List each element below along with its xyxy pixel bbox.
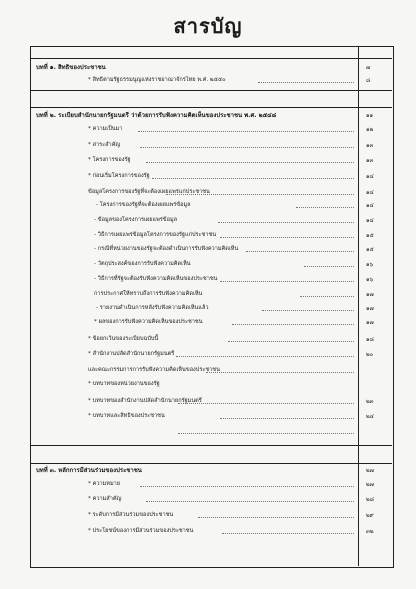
- separator: [30, 463, 392, 464]
- toc-subentry: - วัตถุประสงค์ของการรับฟังความคิดเห็น: [94, 261, 191, 267]
- dot-leader: [232, 324, 354, 325]
- dot-leader: [178, 403, 354, 404]
- chapter-2-heading: บทที่ ๒. ระเบียบสำนักนายกรัฐมนตรี ว่าด้วยการรับฟังความคิดเห็นของประชาชน พ.ศ. ๒๕๔๘: [36, 112, 277, 119]
- toc-entry: * สำนักงานปลัดสำนักนายกรัฐมนตรี: [88, 351, 175, 357]
- toc-entry: * ความหมาย: [88, 481, 121, 487]
- dot-leader: [304, 266, 354, 267]
- toc-entry-page: ๑๖: [366, 262, 374, 268]
- toc-entry-page: ๑๔: [366, 190, 374, 196]
- toc-entry: ข้อมูลโครงการของรัฐที่จะต้องเผยแพร่แก่ประชาชน: [88, 189, 210, 195]
- page-title: สารบัญ: [173, 14, 243, 38]
- toc-subentry: - ข้อมูลของโครงการเผยแพร่ข้อมูล: [94, 217, 178, 223]
- toc-entry-page: ๑๕: [366, 247, 374, 253]
- toc-entry-page: ๒๙: [366, 513, 374, 519]
- toc-entry-page: ๑๔: [366, 203, 374, 209]
- toc-entry-page: ๑๗: [366, 306, 374, 312]
- chapter-1-heading: บทที่ ๑. สิทธิของประชาชน: [36, 64, 106, 71]
- toc-entry: * ความสำคัญ: [88, 496, 122, 502]
- toc-frame: [30, 46, 394, 568]
- separator: [30, 58, 392, 59]
- toc-entry: * สิทธิตามรัฐธรรมนูญแห่งราชอาณาจักรไทย พ.ศ. ๒๕๕๐: [88, 77, 226, 83]
- dot-leader: [222, 533, 354, 534]
- chapter-1-page: ๗: [366, 65, 371, 71]
- separator: [30, 445, 392, 446]
- toc-entry: * ข้อยกเว้นของระเบียบฉบับนี้: [88, 336, 159, 342]
- dot-leader: [206, 372, 354, 373]
- toc-entry: * ประโยชน์ของการมีส่วนร่วมของประชาชน: [88, 528, 194, 534]
- toc-subentry: - โครงการของรัฐที่จะต้องเผยแพร่ข้อมูล: [96, 202, 191, 208]
- toc-entry: * ความเป็นมา: [88, 126, 123, 132]
- toc-entry: * สาระสำคัญ: [88, 142, 121, 148]
- dot-leader: [220, 418, 354, 419]
- toc-entry-page: ๑๖: [366, 277, 374, 283]
- toc-subentry: การประกาศให้ทราบถึงการรับฟังความคิดเห็น: [94, 291, 203, 297]
- dot-leader: [218, 222, 354, 223]
- toc-subentry: - วิธีการเผยแพร่ข้อมูลโครงการของรัฐแก่ประชาชน: [94, 232, 217, 238]
- toc-subentry: * ผลของการรับฟังความคิดเห็นของประชาชน: [94, 319, 203, 325]
- dot-leader: [146, 162, 354, 163]
- toc-entry: * บทบาทของสำนักงานปลัดสำนักนายกรัฐมนตรี: [88, 398, 202, 404]
- dot-leader: [176, 356, 354, 357]
- dot-leader: [246, 251, 354, 252]
- toc-entry-page: ๓๒: [366, 529, 374, 535]
- toc-subentry: - รายงานดำเนินการหลังรับฟังความคิดเห็นแล้ว: [96, 305, 209, 311]
- chapter-2-page: ๑๑: [366, 113, 374, 119]
- dot-leader: [152, 178, 354, 179]
- dot-leader: [140, 486, 354, 487]
- toc-subentry: * บทบาทของหน่วยงานของรัฐ: [88, 381, 160, 387]
- toc-subentry: - วิธีการที่รัฐจะต้องรับฟังความคิดเห็นของประชาชน: [94, 276, 218, 282]
- dot-leader: [300, 296, 354, 297]
- toc-entry-page: ๘: [366, 78, 371, 84]
- toc-entry-page: ๑๓: [366, 143, 374, 149]
- chapter-3-page: ๒๗: [366, 468, 374, 474]
- toc-entry-page: ๑๓: [366, 158, 374, 164]
- separator: [30, 90, 392, 91]
- dot-leader: [166, 194, 354, 195]
- dot-leader: [258, 82, 354, 83]
- toc-entry: * บทบาทและสิทธิของประชาชน: [88, 413, 165, 419]
- toc-entry-page: ๑๕: [366, 233, 374, 239]
- dot-leader: [198, 517, 354, 518]
- dot-leader: [220, 237, 354, 238]
- toc-entry-page: ๒๗: [366, 482, 374, 488]
- toc-entry-page: ๒๓: [366, 399, 374, 405]
- toc-entry-page: ๑๒: [366, 127, 374, 133]
- dot-leader: [140, 147, 354, 148]
- chapter-3-heading: บทที่ ๓. หลักการมีส่วนร่วมของประชาชน: [36, 467, 142, 474]
- toc-entry-page: ๑๗: [366, 292, 374, 298]
- toc-entry-page: ๑๗: [366, 320, 374, 326]
- dot-leader: [296, 207, 354, 208]
- toc-entry-page: ๒๔: [366, 414, 374, 420]
- dot-leader: [220, 281, 354, 282]
- toc-entry-page: ๒๘: [366, 497, 375, 503]
- toc-entry-page: ๑๘: [366, 337, 374, 343]
- dot-leader: [228, 341, 354, 342]
- toc-entry: * ก่อนเริ่มโครงการของรัฐ: [88, 173, 150, 179]
- toc-subentry: - กรณีที่หน่วยงานของรัฐจะต้องดำเนินการรับฟังความคิดเห็น: [94, 246, 239, 252]
- toc-entry: * ระดับการมีส่วนร่วมของประชาชน: [88, 512, 174, 518]
- separator: [30, 107, 392, 108]
- dot-leader: [262, 310, 354, 311]
- toc-entry-page: ๒๐: [366, 352, 374, 358]
- dot-leader: [178, 433, 354, 434]
- dot-leader: [138, 131, 354, 132]
- toc-entry: * โครงการของรัฐ: [88, 157, 131, 163]
- page-column-divider: [358, 46, 359, 566]
- toc-entry-page: ๑๔: [366, 174, 374, 180]
- toc-entry-page: ๑๔: [366, 218, 374, 224]
- toc-entry: และคณะกรรมการการรับฟังความคิดเห็นของประชาชน: [88, 367, 220, 373]
- dot-leader: [146, 501, 354, 502]
